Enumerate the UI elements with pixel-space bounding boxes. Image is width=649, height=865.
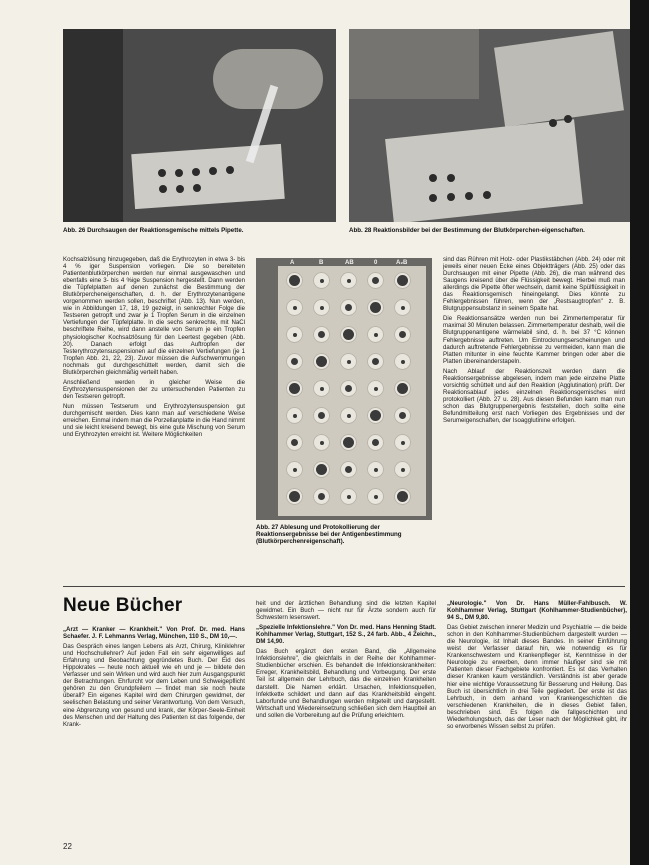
tray-well	[394, 407, 411, 424]
tray-label-b: B	[319, 260, 324, 266]
book-review-head: „Neurologie." Von Dr. Hans Müller-Fahlbusch. W. Kohlhammer Verlag, Stuttgart (Kohlhammer-Studienbücher), 94 S., DM 9,80.	[447, 600, 627, 622]
tray-well	[340, 488, 357, 505]
tray-well	[394, 434, 411, 451]
tray-well	[286, 407, 303, 424]
tray-well	[313, 461, 330, 478]
tray-well	[340, 461, 357, 478]
tray-well	[286, 326, 303, 343]
tray-well	[313, 380, 330, 397]
tray-well	[394, 461, 411, 478]
tray-well	[367, 353, 384, 370]
tray-well	[286, 353, 303, 370]
article-paragraph: sind das Rühren mit Holz- oder Plastikstäbchen (Abb. 24) oder mit jeweils einer neuen Ecke eines Objektträgers (Abb. 25) oder das Durchsaugen mit einer Pipette (Abb. 26), die man während des Saugens kreisend über die Flüssigkeit bewegt. Hierbei muß man allerdings die Pipette öfter wechseln, damit keine Spülflüssigkeit in das Reaktionsgemisch hineingelangt. Dies könnte zu Fehlergebnissen führen, wenn der „Restsaugtropfen" z. B. Blutgruppensubstanz in seinem Spalte hat.	[443, 256, 625, 313]
tray-well	[313, 272, 330, 289]
tray-well	[394, 326, 411, 343]
tray-well	[394, 299, 411, 316]
article-paragraph: Anschließend werden in gleicher Weise die Erythrozytensuspensionen der zu untersuchenden Patienten zu den Testseren getropft.	[63, 378, 245, 400]
tray-well	[340, 353, 357, 370]
section-title: Neue Bücher	[63, 595, 183, 616]
tray-well	[286, 461, 303, 478]
book-review-body: Das Gespräch eines langen Lebens als Arzt, Chirurg, Kliniklehrer und Hochschullehrer? Auf jeden Fall ein sehr eigenwilliges auf Erfahrung und Beobachtung gegründetes Buch. Der Eid des Hippokrates — heute noch aktuell wie eh und je — bildete den Verfasser und sein Wirken und wird auch hier zum Ausgangspunkt der Betrachtungen. Ehrfurcht vor dem Leben und Schweigepflicht gehören zu den Grundpfeilern — findet man sie noch heute überall? Ein eigenes Kapitel wird dem Chirurgen gewidmet, der seelischen Belastung und seiner Verantwortung. Von dem Versuch, eine Abgrenzung von gesund und krank, der Körper-Seele-Einheit des Menschen und der Haltung des Patienten ist das folgende, der Krank-	[63, 643, 245, 728]
photo-abb-28	[349, 29, 630, 222]
book-review-body: heit und der ärztlichen Behandlung sind die letzten Kapitel gewidmet. Ein Buch — nicht nur für Ärzte sondern auch für Schwestern lesenswert.	[256, 600, 436, 622]
tray-well	[340, 299, 357, 316]
book-review-head: „Spezielle Infektionslehre." Von Dr. med. Hans Henning Stadt. Kohlhammer Verlag, Stuttgart, 152 S., 24 farb. Abb., 4 Zeichn., DM 14,90.	[256, 624, 436, 646]
section-divider	[63, 586, 625, 587]
caption-abb-26: Abb. 26 Durchsaugen der Reaktionsgemische mittels Pipette.	[63, 227, 244, 234]
article-column-3	[443, 256, 625, 552]
tray-well	[313, 434, 330, 451]
books-column-2	[256, 600, 436, 836]
photo-abb-26	[63, 29, 336, 222]
tray-well	[394, 488, 411, 505]
tray-well	[313, 353, 330, 370]
tray-well	[286, 434, 303, 451]
tray-well	[286, 380, 303, 397]
tray-well	[367, 380, 384, 397]
page-number: 22	[63, 842, 72, 851]
tray-label-0: 0	[374, 260, 378, 266]
tray-well	[367, 488, 384, 505]
book-review-body: Das Buch ergänzt den ersten Band, die „Allgemeine Infektionslehre", die gleichfalls in der Reihe der Kohlhammer-Studienbücher erschien. Es behandelt die Infektionskrankheiten: Erreger, Krankheitsbild, Behandlung und Vorbeugung. Der erste Teil ist allgemein der Lehrbuch, das die einzelnen Krankheiten darstellt. Die Namen erklärt. Ursachen, Infektionsquellen, Infektkette schildert und dann auf das Krankheitsbild eingeht. Laborfunde und Behandlungen werden mitgeteilt und dargestellt. Wirtschaft und Wiedereinsetzung schließen sich dem Hauptteil an und sollen die Vorbereitung auf die Prüfung erleichtern.	[256, 648, 436, 719]
tray-well	[313, 407, 330, 424]
book-review-head: „Arzt — Kranker — Krankheit." Von Prof. Dr. med. Hans Schaefer. J. F. Lehmanns Verlag, München, 110 S., DM 10,—.	[63, 626, 245, 641]
tray-well	[340, 434, 357, 451]
tray-well	[367, 272, 384, 289]
photo-abb-27	[256, 258, 432, 520]
tray-well	[394, 380, 411, 397]
tray-well	[313, 488, 330, 505]
caption-abb-27: Abb. 27 Ablesung und Protokollierung der Reaktionsergebnisse bei der Antigenbestimmung (Blutkörperchenreigenschaft).	[256, 524, 402, 546]
tray-well	[340, 326, 357, 343]
tray-well	[367, 326, 384, 343]
tray-well	[286, 488, 303, 505]
article-paragraph: Die Reaktionsansätze werden nun bei Zimmertemperatur für maximal 30 Minuten belassen. Zimmertemperatur deshalb, weil die Blutgruppenantigene wärmelabil sind, d. h. bei 37 °C können Fehlergebnisse auftreten. Um Eintrocknungserscheinungen und dadurch auftretende Fehlergebnisse zu vermeiden, kann man die Platten mitunter in eine feuchte Kammer bringen oder aber die Platten übereinanderstapeln.	[443, 315, 625, 365]
tray-well	[394, 272, 411, 289]
tray-well	[367, 299, 384, 316]
tray-well	[340, 407, 357, 424]
tray-label-ab: AB	[345, 260, 354, 266]
tray-well	[394, 353, 411, 370]
tray-well	[340, 272, 357, 289]
article-paragraph: Nun müssen Testserum und Erythrozytensuspension gut durchgemischt werden. Dies kann man auf verschiedene Weise erreichen. Einmal indem man die Porzellanplatte in die Hand nimmt und sie leicht kreisend bewegt, bis eine gute Mischung von Serum und Erythrozyten erreicht ist. Weitere Möglichkeiten	[63, 402, 245, 439]
tray-well	[286, 299, 303, 316]
tray-well	[367, 407, 384, 424]
article-paragraph: Nach Ablauf der Reaktionszeit werden dann die Reaktionsergebnisse abgelesen, indem man jede einzelne Platte vorsichtig schüttelt und auf den Reaktion (Agglutination) prüft. Der Reaktionsablauf jedes einzelnen Reaktionsgemisches wird protokolliert (Abb. 27 u. 28). Aus diesen Befunden kann man nun schon das Blutgruppenergebnis feststellen, doch sollte eine Befundmitteilung erst nach Vorliegen des Ergebnisses und der Serumeigenschaften, der Isoagglutinine erfolgen.	[443, 367, 625, 425]
book-review-body: Das Gebiet zwischen innerer Medizin und Psychiatrie — die beide schon in den Kohlhammer-Studienbüchern dargestellt wurden — die Neurologie, ist Inhalt dieses Bandes. In seiner Einführung weist der Verfasser darauf hin, wie notwendig es für Krankenschwestern und Krankenpfleger ist, Kenntnisse in der Neurologie zu erwerben, denn immer häufiger sind sie mit Patienten dieser Fachgebiete konfrontiert. Es ist das Verhalten dieser Kranken kaum verständlich. Verständnis ist aber gerade hier eine wichtige Voraussetzung für Besserung und Heilung. Das Buch ist übersichtlich in drei Teile gegliedert. Der erste ist das Lehrbuch, in dem anhand von Krankengeschichten die verschiedenen Krankheiten, die in dieses Gebiet fallen, beschrieben sind. Es folgen die fallgeschichten und Wiederholungsbuch, das der Leser nach der Möglichkeit gibt, ihr so erworbenes Wissen selbst zu prüfen.	[447, 624, 627, 730]
books-column-1	[63, 626, 245, 836]
tray-label-a: A	[290, 260, 295, 266]
books-column-3	[447, 600, 627, 836]
page-edge-shadow	[630, 0, 649, 865]
article-paragraph: Kochsalzlösung hinzugegeben, daß die Erythrozyten in etwa 3- bis 4 % iger Suspension vorliegen. Die so bereiteten Patientenblutkörperchen werden nur einmal ausgewaschen und ebenfalls eine 3- bis 4 %ige Suspension hergestellt. Dann werden die Tüpfelplatten auf denen zunächst die Bestimmung der Blutkörpercheneigenschaften, d. h. der Erythrozytenantigene vorgenommen werden sollen, beschriftet (Abb. 13). Nun werden, wie in Abbildungen 17, 18, 19 gezeigt, in senkrechter Folge die Testseren getropft und zwar je 1 Tropfen Serum in die einzelnen Vertiefungen der Tüpfelplatte. In die sechs senkrechte, mit NaCl beschriftete Reihe, wird dann anstelle von Serum je ein Tropfen physiologischer Kochsalzlösung für den Leertest gegeben (Abb. 20). Danach erfolgt das Auftropfen der Testerythrozytensuspensionen auf die einzelnen Vertiefungen (je 1 Tropfen Abb. 21, 22, 23). Zuvor müssen die Aufschwemmungen nochmals gut durchgeschüttelt werden, damit sich die Blutkörperchen gleichmäßig verteilt haben.	[63, 256, 245, 376]
tray-well	[286, 272, 303, 289]
tray-well	[367, 434, 384, 451]
tray-well	[313, 299, 330, 316]
tray-label-a2b: A₂B	[396, 260, 408, 266]
tray-well	[313, 326, 330, 343]
tray-well	[367, 461, 384, 478]
tray-well	[340, 380, 357, 397]
caption-abb-28: Abb. 28 Reaktionsbilder bei der Bestimmung der Blutkörperchen-eigenschaften.	[349, 227, 585, 234]
article-column-1	[63, 256, 245, 586]
